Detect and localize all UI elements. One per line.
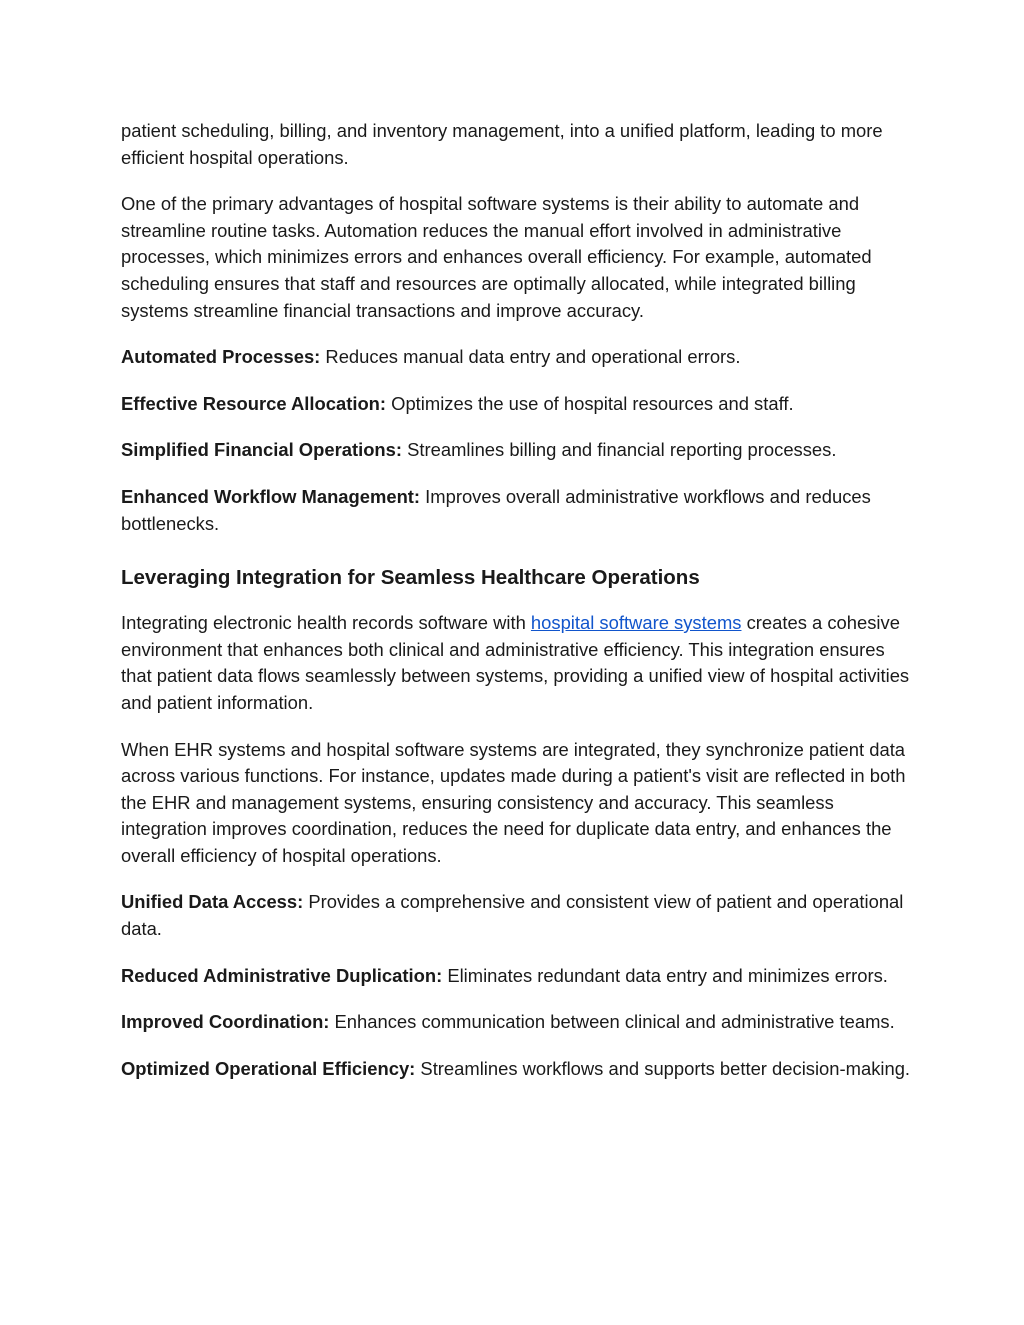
benefit-item <box>121 391 911 418</box>
benefit-term: Optimized Operational Efficiency: <box>121 1057 416 1079</box>
benefit-item <box>121 1009 911 1036</box>
ehr-paragraph: When EHR systems and hospital software systems are integrated, they synchronize patient data across various functions. For instance, updates made during a patient's visit are reflected in both the EHR and management systems, ensuring consistency and accuracy. This seamless integration improves coordination, reduces the need for duplicate data entry, and enhances the overall efficiency of hospital operations. <box>121 738 906 866</box>
benefit-description: Provides a comprehensive and consistent view of patient and operational data. <box>121 891 904 940</box>
benefit-description: Enhances communication between clinical and administrative teams. <box>329 1011 895 1033</box>
benefit-item <box>121 889 911 942</box>
section-heading: Leveraging Integration for Seamless Healthcare Operations <box>121 566 700 590</box>
integration-paragraph <box>121 610 911 716</box>
benefit-description: Eliminates redundant data entry and minimizes errors. <box>442 964 888 986</box>
benefit-term: Reduced Administrative Duplication: <box>121 964 443 986</box>
document-page <box>121 118 911 1102</box>
benefit-item <box>121 484 911 537</box>
benefit-item <box>121 1056 911 1083</box>
benefit-term: Effective Resource Allocation: <box>121 392 387 414</box>
integration-text-after: creates a cohesive environment that enhances both clinical and administrative efficiency. This integration ensures that patient data flows seamlessly between systems, providing a unified view of hospital activities and patient information. <box>121 612 910 713</box>
hospital-software-link[interactable]: hospital software systems <box>530 612 742 634</box>
benefit-term: Improved Coordination: <box>121 1011 330 1033</box>
benefit-description: Optimizes the use of hospital resources and staff. <box>386 392 794 414</box>
benefit-term: Simplified Financial Operations: <box>121 439 403 461</box>
benefit-description: Streamlines workflows and supports better decision-making. <box>415 1057 911 1079</box>
benefit-description: Reduces manual data entry and operational errors. <box>320 346 741 368</box>
benefit-description: Improves overall administrative workflows and reduces bottlenecks. <box>121 485 871 534</box>
benefit-description: Streamlines billing and financial reporting processes. <box>402 439 837 461</box>
benefit-term: Automated Processes: <box>121 346 321 368</box>
integration-text-before: Integrating electronic health records software with <box>121 612 531 634</box>
advantages-paragraph: One of the primary advantages of hospital software systems is their ability to automate and streamline routine tasks. Automation reduces the manual effort involved in administrative processes, which minimizes errors and enhances overall efficiency. For example, automated scheduling ensures that staff and resources are optimally allocated, while integrated billing systems streamline financial transactions and improve accuracy. <box>121 193 872 321</box>
benefit-item <box>121 344 911 371</box>
benefit-item <box>121 963 911 990</box>
benefit-term: Enhanced Workflow Management: <box>121 485 421 507</box>
intro-paragraph: patient scheduling, billing, and inventory management, into a unified platform, leading to more efficient hospital operations. <box>121 120 883 168</box>
benefit-term: Unified Data Access: <box>121 891 304 913</box>
benefit-item <box>121 437 911 464</box>
